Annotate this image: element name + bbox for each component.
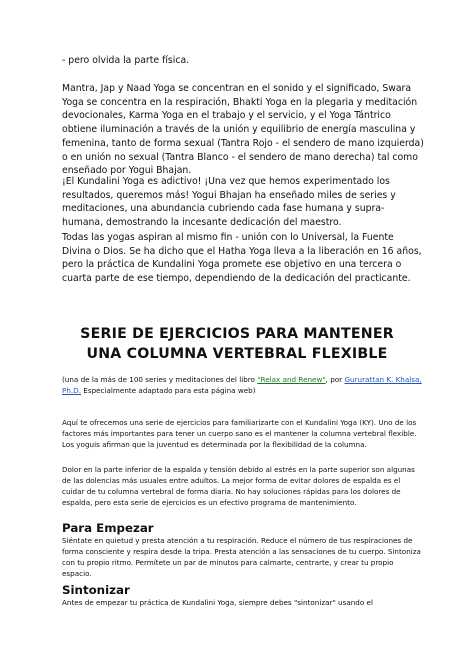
source-suffix: Especialmente adaptado para esta página web) (81, 385, 256, 395)
source-note (62, 375, 424, 397)
source-middle: , por (325, 375, 345, 384)
paragraph-adictivo: ¡El Kundalini Yoga es adictivo! ¡Una vez que hemos experimentado los resultados, queremos más! Yogui Bhajan ha enseñado miles de series y meditaciones, una abundancia cubriendo cada fase humana y supra-humana, demostrando la incesante dedicación del maestro. (62, 176, 396, 229)
author-link[interactable]: Gururattan K. Khalsa, Ph.D. (62, 375, 422, 395)
paragraph-sintonizar: Antes de empezar tu práctica de Kundalini Yoga, siempre debes "sintonizar" usando el (62, 598, 373, 607)
paragraph-empezar: Siéntate en quietud y presta atención a tu respiración. Reduce el número de tus respiraciones de forma consciente y respira desde la tripa. Presta atención a las sensaciones de tu cuerpo. Sintoniza con tu propio ritmo. Permítete un par de minutos para calmarte, centrarte, y crear tu propio espacio. (62, 536, 421, 578)
paragraph-mantra: Mantra, Jap y Naad Yoga se concentran en el sonido y el significado, Swara Yoga se concentra en la respiración, Bhakti Yoga en la plegaria y meditación devocionales, Karma Yoga en el trabajo y el servicio, y el Yoga Tántrico obtiene iluminación a través de la unión y equilibrio de energía masculina y femenina, tanto de forma sexual (Tantra Rojo - el sendero de mano izquierda) o en unión no sexual (Tantra Blanco - el sendero de mano derecha) tal como enseñado por Yogui Bhajan. (62, 83, 424, 177)
book-link[interactable]: "Relax and Renew" (257, 375, 326, 384)
source-prefix: (una de la más de 100 series y meditaciones del libro (62, 375, 258, 384)
page-title-line-2: UNA COLUMNA VERTEBRAL FLEXIBLE (86, 346, 388, 362)
heading-para-empezar: Para Empezar (62, 521, 154, 535)
intro-line: - pero olvida la parte física. (62, 55, 190, 66)
page-title-line-1: SERIE DE EJERCICIOS PARA MANTENER (80, 326, 394, 342)
heading-sintonizar: Sintonizar (62, 583, 130, 597)
paragraph-todas-las-yogas: Todas las yogas aspiran al mismo fin - unión con lo Universal, la Fuente Divina o Dios. Se ha dicho que el Hatha Yoga lleva a la liberación en 16 años, pero la práctica de Kundalini Yoga promete ese objetivo en una tercera o cuarta parte de ese tiempo, dependiendo de la dedicación del practicante. (62, 232, 422, 285)
paragraph-aqui: Aquí te ofrecemos una serie de ejercicios para familiarizarte con el Kundalini Yoga (KY). Uno de los factores más importantes para tener un cuerpo sano es el mantener la columna vertebral flexible. Los yoguis afirman que la juventud es determinada por la flexibilidad de la columna. (62, 418, 417, 449)
paragraph-dolor: Dolor en la parte inferior de la espalda y tensión debido al estrés en la parte superior son algunas de las dolencias más usuales entre adultos. La mejor forma de evitar dolores de espalda es el cuidar de tu columna vertebral de forma diaria. No hay soluciones rápidas para los dolores de espalda, pero esta serie de ejercicios es un efectivo programa de mantenimiento. (62, 465, 415, 507)
